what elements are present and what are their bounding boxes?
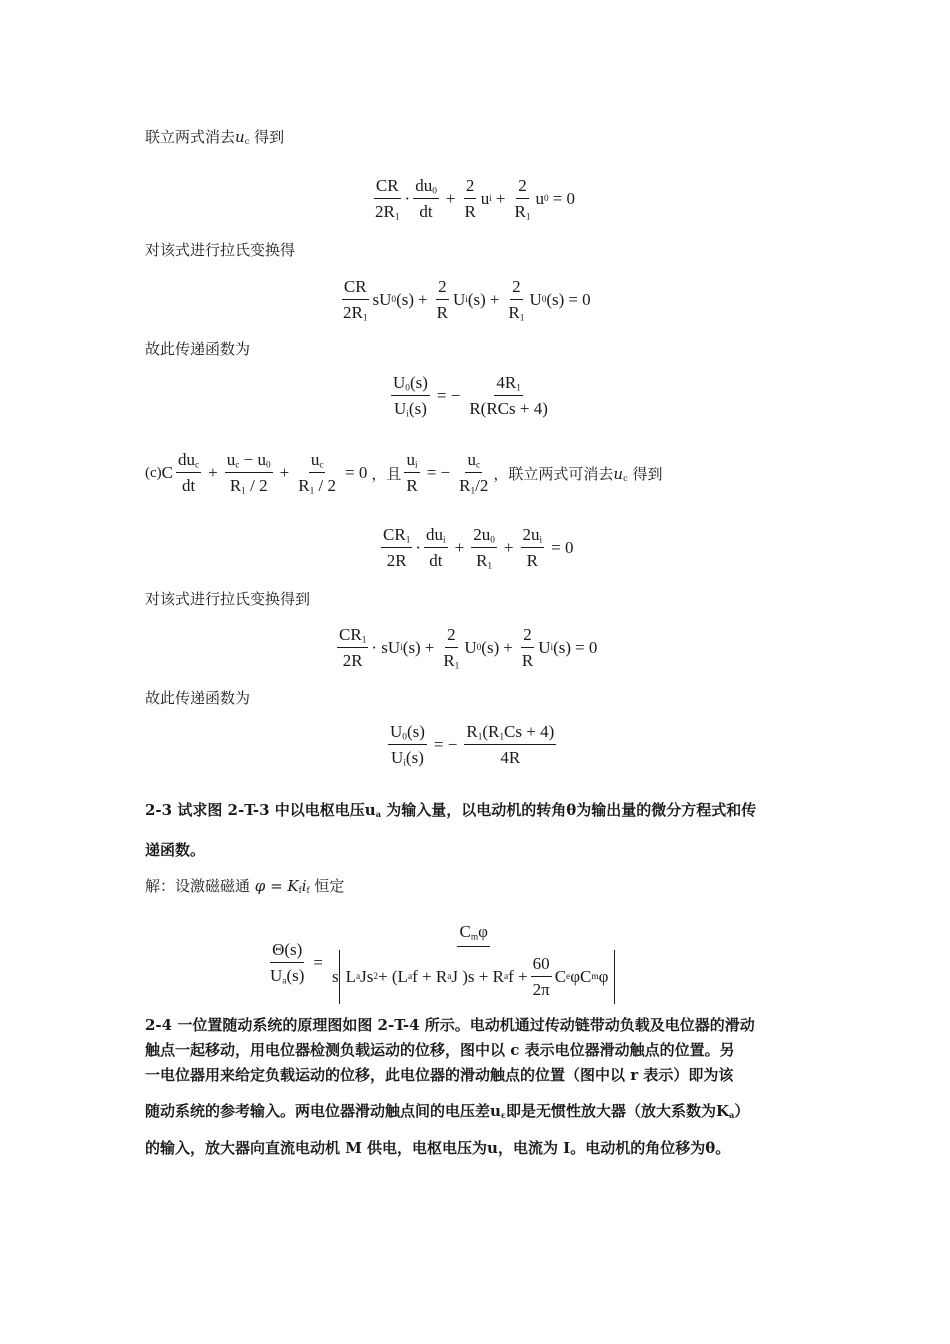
equation-1: $\frac{CR}{2R_1}$ · $\frac{du_0}{dt}$ + $\frac{2}{R}$ u i + $\frac{2}{R_1}$ u 0 = 0 [375, 176, 576, 223]
section-2-4-line-5: 的输入，放大器向直流电动机 M 供电，电枢电压为u，电流为 I。电动机的角位移为θ。 [145, 1139, 731, 1157]
section-2-4-line-1: 2-4 一位置随动系统的原理图如图 2-T-4 所示。电动机通过传动链带动负载及电位器的滑动 [145, 1016, 755, 1034]
text-line: 故此传递函数为 [145, 689, 251, 707]
equation-5: $\frac{CR_1}{2R}$ · $\frac{du_i}{dt}$ + $\frac{2u_0}{R_1}$ + $\frac{2u_i}{R}$ = 0 [383, 525, 574, 572]
section-2-4-line-3: 一电位器用来给定负载运动的位移，此电位器的滑动触点的位置（图中以 r 表示）即为该 [145, 1066, 734, 1084]
section-2-3-title: 2-3 试求图 2-T-3 中以电枢电压$u_a$ 为输入量，以电动机的转角θ为输出量的微分方程式和传 [145, 801, 757, 820]
equation-3: $\frac{U_0(s)}{U_i(s)}$ = − $\frac{4R_1}{\text{R(RCs + 4)}}$ [393, 373, 548, 420]
section-2-3-title-cont: 递函数。 [145, 841, 206, 859]
equation-2: $\frac{CR}{2R_1}$ sU 0 (s) + $\frac{2}{R}$ U i (s) + $\frac{2}{R_1}$ U 0 (s) = 0 [343, 277, 591, 324]
solution-line: 解：设激磁磁通 $\varphi = K_fi_f$ 恒定 [145, 877, 345, 896]
text-line: 联立两式消去$u_c$ 得到 [145, 128, 285, 147]
equation-4: (c) C $\frac{du_c}{dt}$ + $\frac{u_c - u_0}{R_1 / 2}$ + $\frac{u_c}{R_1 / 2}$ = 0 ，且 $\frac{u_i}{R}$ = − $\frac{u_c}{R_1/2}$ ，联立两式可消去$u_c$ 得到 [145, 450, 663, 497]
equation-7: $\frac{U_0(s)}{U_i(s)}$ = − $\frac{R_1(R_1Cs + 4)}{4R}$ [390, 722, 555, 769]
bracket: L a Js 2 + (L a f + R a J )s + R a f + $\frac{60}{2\pi}$ C e φC m φ [339, 950, 616, 1004]
text-line: 对该式进行拉氏变换得到 [145, 590, 311, 608]
text-line: 对该式进行拉氏变换得 [145, 241, 296, 259]
section-2-4-line-2: 触点一起移动，用电位器检测负载运动的位移，图中以 c 表示电位器滑动触点的位置。另 [145, 1041, 735, 1059]
equation-8: $\frac{\Theta(s)}{U_a(s)}$ = $C_m\varphi$ s L a Js 2 + (L a f + R a J )s + R a f + $\frac{60}{2\pi}$ C e φC m φ [265, 922, 620, 1004]
text-line: 故此传递函数为 [145, 340, 251, 358]
equation-6: $\frac{CR_1}{2R}$ · sU i (s) + $\frac{2}{R_1}$ U 0 (s) + $\frac{2}{R}$ U i (s) = 0 [339, 625, 598, 672]
section-2-4-line-4: 随动系统的参考输入。两电位器滑动触点间的电压差$u_\varepsilon$即是无惯性放大器（放大系数为$K_a$） [145, 1102, 750, 1121]
